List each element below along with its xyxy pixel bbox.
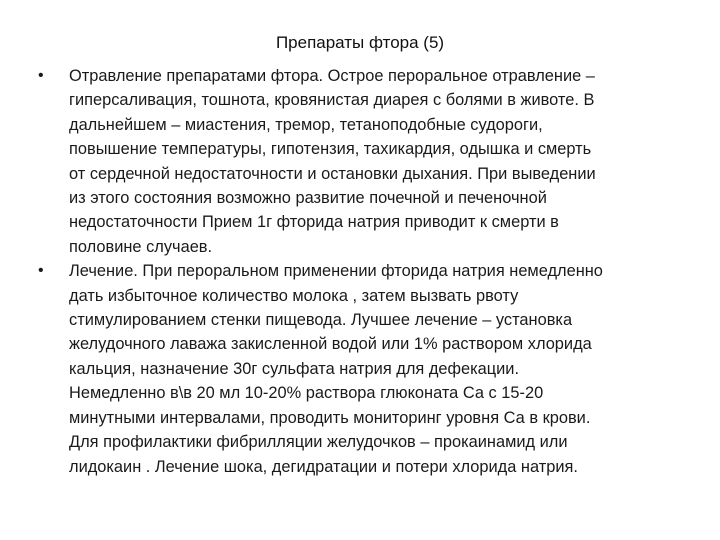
text-line: дальнейшем – миастения, тремор, тетаноподобные судороги, — [69, 115, 543, 134]
slide-title: Препараты фтора (5) — [275, 33, 445, 52]
text-line: половине случаев. — [69, 237, 213, 256]
text-line: из этого состояния возможно развитие почечной и печеночной — [69, 189, 547, 208]
bullet-item-poisoning — [38, 64, 688, 259]
text-line: минутными интервалами, проводить мониторинг уровня Са в крови. — [69, 408, 591, 427]
bullet-list — [38, 64, 688, 479]
text-line: дать избыточное количество молока , затем вызвать рвоту — [69, 286, 519, 305]
text-line: Для профилактики фибрилляции желудочков – прокаинамид или — [69, 433, 568, 452]
text-line: гиперсаливация, тошнота, кровянистая диарея с болями в животе. В — [69, 91, 595, 110]
text-line: повышение температуры, гипотензия, тахикардия, одышка и смерть — [69, 140, 592, 159]
text-line: стимулированием стенки пищевода. Лучшее лечение – установка — [69, 311, 573, 330]
bullet-marker: • — [38, 262, 44, 280]
text-line: недостаточности Прием 1г фторида натрия приводит к смерти в — [69, 213, 559, 232]
text-line: желудочного лаважа закисленной водой или 1% раствором хлорида — [69, 335, 592, 354]
bullet-marker: • — [38, 67, 44, 84]
text-line: Лечение. При пероральном применении фторида натрия немедленно — [69, 262, 603, 281]
bullet-item-treatment — [38, 259, 688, 479]
text-line: Немедленно в\в 20 мл 10-20% раствора глюконата Са с 15-20 — [69, 384, 544, 403]
text-line: кальция, назначение 30г сульфата натрия для дефекации. — [69, 359, 519, 378]
text-line: от сердечной недостаточности и остановки дыхания. При выведении — [69, 164, 596, 183]
text-line: Отравление препаратами фтора. Острое пероральное отравление – — [69, 67, 595, 85]
text-line: лидокаин . Лечение шока, дегидратации и потери хлорида натрия. — [69, 457, 578, 476]
